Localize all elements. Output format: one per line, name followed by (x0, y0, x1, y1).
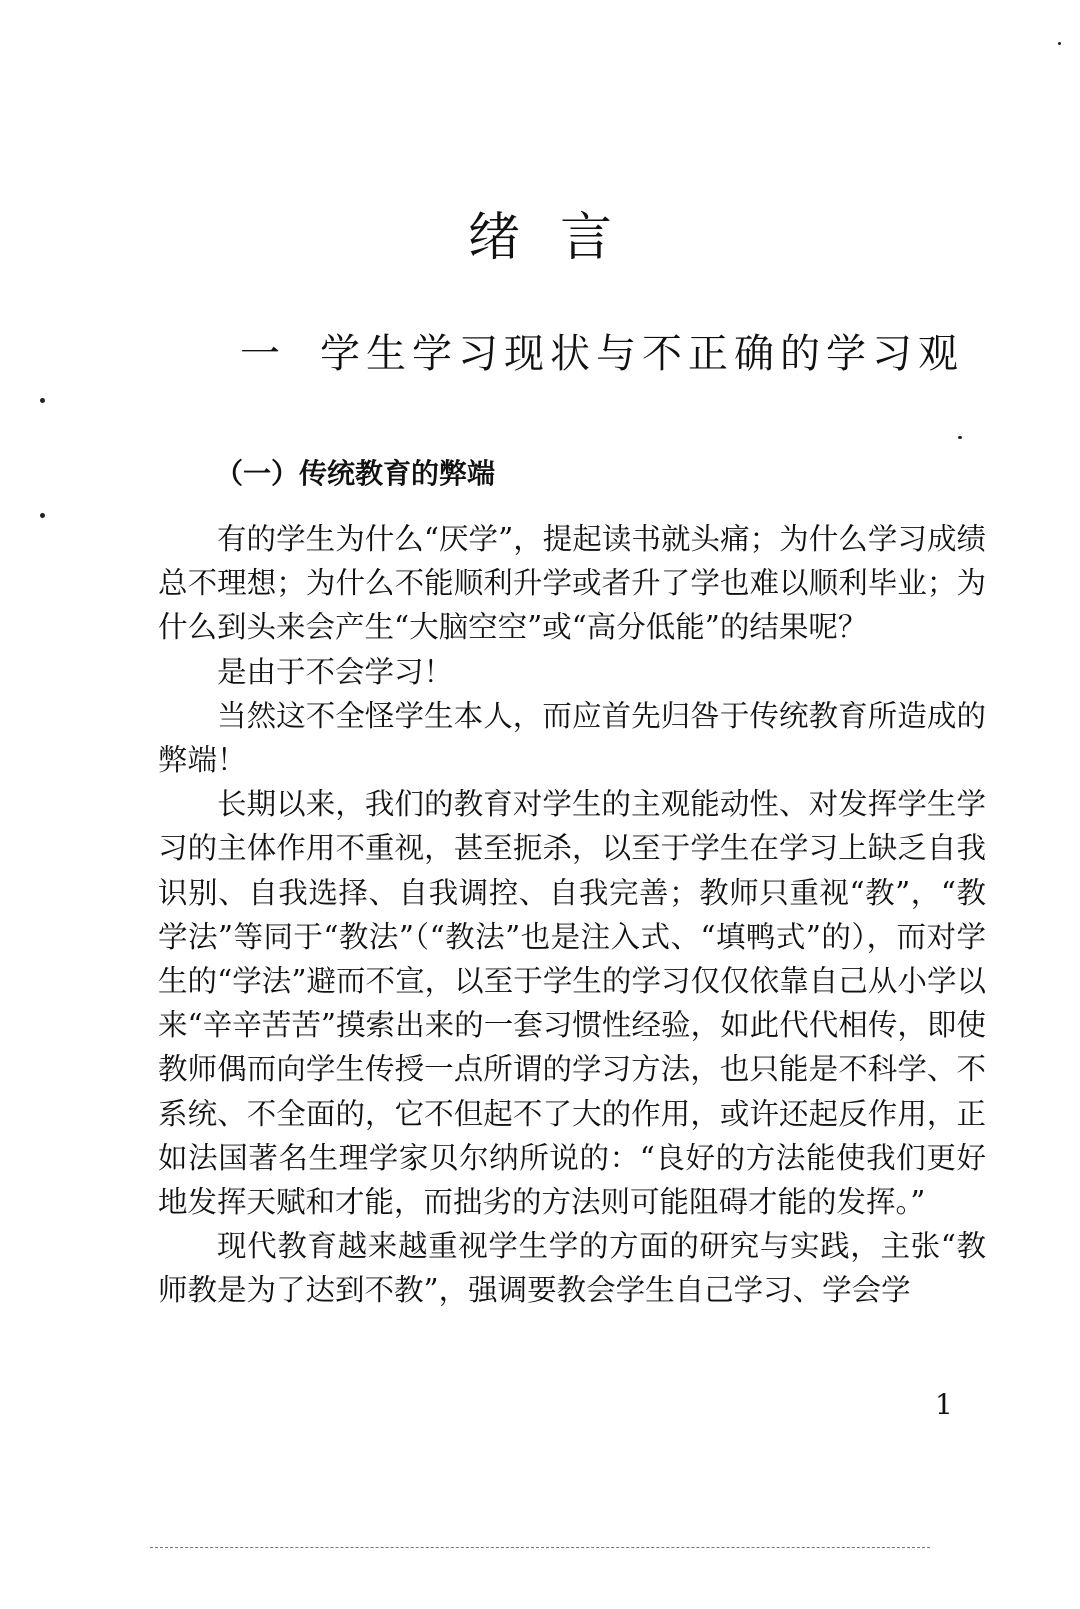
section-title: 学生学习现状与不正确的学习观 (320, 331, 964, 377)
subsection-heading: （一）传统教育的弊端 (215, 457, 496, 490)
scan-speck (40, 398, 45, 403)
footer-rule (150, 1547, 930, 1548)
chapter-title: 绪言 (467, 208, 652, 268)
body-text (158, 517, 986, 1313)
page-number: 1 (935, 1388, 953, 1421)
scan-speck (40, 513, 45, 518)
paragraph-1: 有的学生为什么“厌学”，提起读书就头痛；为什么学习成绩总不理想；为什么不能顺利升学或者升了学也难以顺利毕业；为什么到头来会产生“大脑空空”或“高分低能”的结果呢？ (158, 522, 986, 645)
paragraph-4: 长期以来，我们的教育对学生的主观能动性、对发挥学生学习的主体作用不重视，甚至扼杀，以至于学生在学习上缺乏自我识别、自我选择、自我调控、自我完善；教师只重视“教”，“教学法”等同于“教法”（“教法”也是注入式、“填鸭式”的），而对学生的“学法”避而不宣，以至于学生的学习仅仅依靠自己从小学以来“辛辛苦苦”摸索出来的一套习惯性经验，如此代代相传，即使教师偶而向学生传授一点所谓的学习方法，也只能是不科学、不系统、不全面的，它不但起不了大的作用，或许还起反作用，正如法国著名生理学家贝尔纳所说的：“良好的方法能使我们更好地发挥天赋和才能，而拙劣的方法则可能阻碍才能的发挥。” (158, 787, 986, 1220)
scan-speck (958, 436, 962, 439)
paragraph-3: 当然这不全怪学生本人，而应首先归咎于传统教育所造成的弊端！ (158, 698, 986, 778)
paragraph-2: 是由于不会学习！ (217, 654, 454, 689)
scan-speck (1058, 42, 1061, 45)
paragraph-5: 现代教育越来越重视学生学的方面的研究与实践，主张“教师教是为了达到不教”，强调要教会学生自己学习、学会学 (158, 1229, 986, 1308)
section-heading (240, 322, 964, 379)
section-number: 一 (240, 331, 286, 377)
